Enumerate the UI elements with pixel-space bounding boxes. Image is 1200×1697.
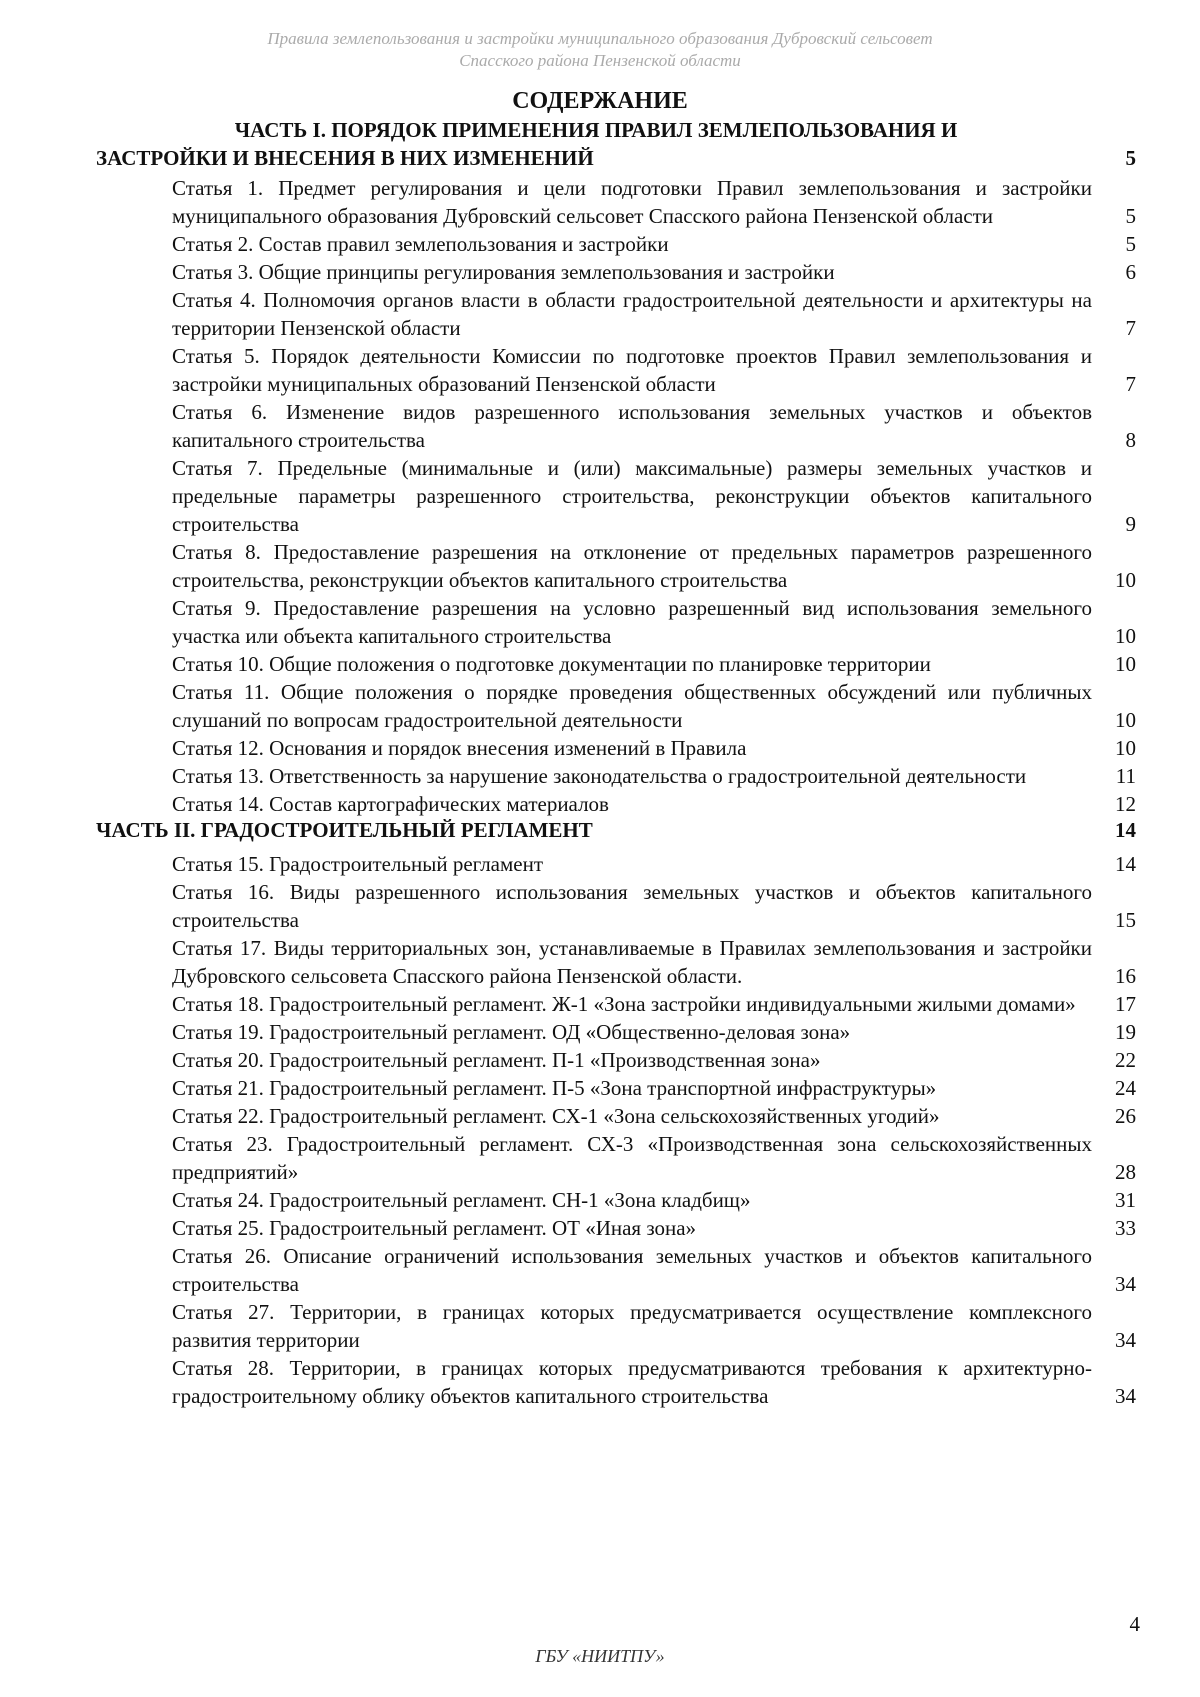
toc-entry-page: 22 (1115, 1048, 1136, 1072)
toc-entry-page: 10 (1115, 708, 1136, 732)
toc-entry-title: Статья 27. Территории, в границах которых предусматривается осуществление комплексного развития территории (172, 1300, 1092, 1352)
toc-entry-title: Статья 10. Общие положения о подготовке документации по планировке территории (172, 652, 931, 676)
toc-entry-page: 19 (1115, 1020, 1136, 1044)
toc-entry-page: 34 (1115, 1328, 1136, 1352)
toc-entry-title: Статья 2. Состав правил землепользования и застройки (172, 232, 669, 256)
toc-entry-title: Статья 21. Градостроительный регламент. П-5 «Зона транспортной инфраструктуры» (172, 1076, 937, 1100)
toc-entry (172, 650, 1136, 678)
toc-entry (172, 454, 1136, 538)
toc-entry (172, 1214, 1136, 1242)
running-header (0, 28, 1200, 72)
toc-entry-title: Статья 5. Порядок деятельности Комиссии по подготовке проектов Правил землепользования и застройки муниципальных образований Пензенской области (172, 344, 1092, 396)
toc-entry (172, 734, 1136, 762)
toc-entry (172, 342, 1136, 398)
toc-entry-page: 9 (1125, 512, 1136, 536)
toc-entry (172, 934, 1136, 990)
toc-entry-title: Статья 4. Полномочия органов власти в области градостроительной деятельности и архитектуры на территории Пензенской области (172, 288, 1092, 340)
toc-entry-page: 16 (1115, 964, 1136, 988)
toc-entry (172, 762, 1136, 790)
toc-entry-page: 26 (1115, 1104, 1136, 1128)
toc-entry (172, 790, 1136, 818)
toc-entry-page: 10 (1115, 624, 1136, 648)
toc-entry-page: 15 (1115, 908, 1136, 932)
toc-title: СОДЕРЖАНИЕ (512, 88, 688, 114)
part-2-entries (172, 850, 1136, 1410)
part-1-heading-line-2: ЗАСТРОЙКИ И ВНЕСЕНИЯ В НИХ ИЗМЕНЕНИЙ (96, 146, 594, 170)
toc-entry (172, 230, 1136, 258)
footer: ГБУ «НИИТПУ» (535, 1646, 665, 1666)
toc-entry-title: Статья 25. Градостроительный регламент. ОТ «Иная зона» (172, 1216, 697, 1240)
toc-entry-page: 5 (1125, 204, 1136, 228)
header-line-2: Спасского района Пензенской области (459, 51, 741, 70)
toc-entry-title: Статья 19. Градостроительный регламент. ОД «Общественно-деловая зона» (172, 1020, 851, 1044)
toc-entry-title: Статья 11. Общие положения о порядке проведения общественных обсуждений или публичных слушаний по вопросам градостроительной деятельности (172, 680, 1092, 732)
part-2-heading (96, 816, 1136, 844)
toc-entry (172, 990, 1136, 1018)
toc-entry-page: 12 (1115, 792, 1136, 816)
toc-entry-title: Статья 26. Описание ограничений использования земельных участков и объектов капитального строительства (172, 1244, 1092, 1296)
toc-entry (172, 1354, 1136, 1410)
toc-entry (172, 1186, 1136, 1214)
toc-entry (172, 538, 1136, 594)
toc-entry (172, 286, 1136, 342)
toc-entry-title: Статья 12. Основания и порядок внесения изменений в Правила (172, 736, 747, 760)
toc-entry-title: Статья 6. Изменение видов разрешенного использования земельных участков и объектов капитального строительства (172, 400, 1092, 452)
toc-entry (172, 850, 1136, 878)
part-1-heading-line-1: ЧАСТЬ I. ПОРЯДОК ПРИМЕНЕНИЯ ПРАВИЛ ЗЕМЛЕПОЛЬЗОВАНИЯ И (234, 118, 958, 142)
toc-entry-title: Статья 20. Градостроительный регламент. П-1 «Производственная зона» (172, 1048, 821, 1072)
toc-entry-page: 17 (1115, 992, 1136, 1016)
toc-entry (172, 1298, 1136, 1354)
toc-entry (172, 1074, 1136, 1102)
header-line-1: Правила землепользования и застройки муниципального образования Дубровский сельсовет (267, 29, 933, 48)
toc-entry-page: 33 (1115, 1216, 1136, 1240)
toc-entry (172, 258, 1136, 286)
toc-entry-title: Статья 22. Градостроительный регламент. СХ-1 «Зона сельскохозяйственных угодий» (172, 1104, 940, 1128)
toc-entry (172, 1102, 1136, 1130)
page-number: 4 (1129, 1612, 1140, 1636)
toc-entry-title: Статья 14. Состав картографических материалов (172, 792, 609, 816)
toc-entry-page: 34 (1115, 1272, 1136, 1296)
toc-entry-title: Статья 18. Градостроительный регламент. Ж-1 «Зона застройки индивидуальными жилыми домами» (172, 992, 1076, 1016)
toc-entry-page: 10 (1115, 652, 1136, 676)
toc-entry-title: Статья 16. Виды разрешенного использования земельных участков и объектов капитального строительства (172, 880, 1092, 932)
toc-entry-title: Статья 7. Предельные (минимальные и (или) максимальные) размеры земельных участков и предельные параметры разрешенного строительства, реконструкции объектов капитального строительства (172, 456, 1092, 536)
toc-entry (172, 174, 1136, 230)
toc-entry (172, 1046, 1136, 1074)
toc-entry-title: Статья 9. Предоставление разрешения на условно разрешенный вид использования земельного участка или объекта капитального строительства (172, 596, 1092, 648)
part-1-page: 5 (1125, 146, 1136, 170)
toc-entry (172, 1130, 1136, 1186)
toc-entry-page: 34 (1115, 1384, 1136, 1408)
toc-entry-page: 31 (1115, 1188, 1136, 1212)
toc-entry-page: 10 (1115, 736, 1136, 760)
toc-entry-page: 10 (1115, 568, 1136, 592)
part-1-heading (96, 116, 1136, 172)
toc-entry-title: Статья 1. Предмет регулирования и цели подготовки Правил землепользования и застройки муниципального образования Дубровский сельсовет Спасского района Пензенской области (172, 176, 1092, 228)
toc-entry-page: 6 (1125, 260, 1136, 284)
toc-entry (172, 878, 1136, 934)
toc-entry (172, 1242, 1136, 1298)
toc-entry-title: Статья 13. Ответственность за нарушение законодательства о градостроительной деятельности (172, 764, 1027, 788)
toc-entry-title: Статья 17. Виды территориальных зон, устанавливаемые в Правилах землепользования и застройки Дубровского сельсовета Спасского района Пензенской области. (172, 936, 1092, 988)
toc-entry-title: Статья 28. Территории, в границах которых предусматриваются требования к архитектурно-градостроительному облику объектов капитального строительства (172, 1356, 1092, 1408)
toc-entry (172, 1018, 1136, 1046)
part-2-page: 14 (1115, 818, 1136, 842)
toc-entry-page: 11 (1115, 764, 1136, 788)
toc-entry-title: Статья 3. Общие принципы регулирования землепользования и застройки (172, 260, 835, 284)
toc-entry-title: Статья 15. Градостроительный регламент (172, 852, 544, 876)
part-2-heading-title: ЧАСТЬ II. ГРАДОСТРОИТЕЛЬНЫЙ РЕГЛАМЕНТ (96, 818, 593, 842)
toc-entry-title: Статья 8. Предоставление разрешения на отклонение от предельных параметров разрешенного строительства, реконструкции объектов капитального строительства (172, 540, 1092, 592)
toc-entry-title: Статья 24. Градостроительный регламент. СН-1 «Зона кладбищ» (172, 1188, 751, 1212)
toc-entry (172, 678, 1136, 734)
toc-entry (172, 398, 1136, 454)
toc-entry-page: 5 (1125, 232, 1136, 256)
part-1-entries (172, 174, 1136, 818)
toc-entry-page: 14 (1115, 852, 1136, 876)
toc-entry-page: 7 (1125, 316, 1136, 340)
toc-entry-page: 8 (1125, 428, 1136, 452)
toc-entry (172, 594, 1136, 650)
toc-entry-page: 24 (1115, 1076, 1136, 1100)
toc-entry-page: 7 (1125, 372, 1136, 396)
toc-entry-page: 28 (1115, 1160, 1136, 1184)
toc-entry-title: Статья 23. Градостроительный регламент. СХ-3 «Производственная зона сельскохозяйственных предприятий» (172, 1132, 1092, 1184)
